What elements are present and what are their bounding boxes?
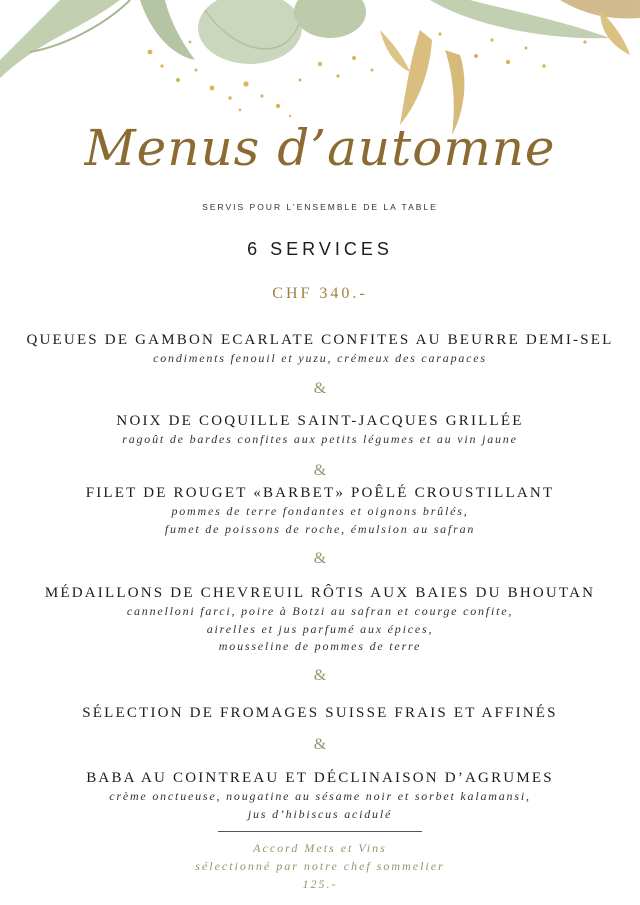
course-separator: & [313,550,327,567]
wine-pairing-title: Accord Mets et Vins [253,841,387,855]
course-description: ragoût de bardes confites aux petits légumes et au vin jaune [122,432,518,446]
wine-pairing-price: 125.- [302,877,338,891]
course-description: cannelloni farci, poire à Botzi au safran et courge confite, [126,604,514,618]
course-description: mousseline de pommes de terre [218,639,422,653]
course-description: pommes de terre fondantes et oignons brûlés, [171,504,469,518]
course-separator: & [313,736,327,753]
course-item [0,768,640,823]
course-item [0,411,640,449]
course-item [0,330,640,368]
course-item [0,703,640,723]
course-separator: & [313,462,327,479]
course-title: BABA AU COINTREAU ET DÉCLINAISON D’AGRUMES [86,770,554,786]
course-description: condiments fenouil et yuzu, crémeux des carapaces [153,351,487,365]
services-count: 6 SERVICES [247,239,393,259]
menu-subtitle: SERVIS POUR L’ENSEMBLE DE LA TABLE [202,202,438,212]
course-title: NOIX DE COQUILLE SAINT-JACQUES GRILLÉE [116,413,524,429]
menu-title: Menus d’automne [84,119,556,177]
course-title: SÉLECTION DE FROMAGES SUISSE FRAIS ET AFFINÉS [82,705,558,721]
menu-price: CHF 340.- [272,285,368,302]
course-description: fumet de poissons de roche, émulsion au safran [164,521,476,536]
course-separator: & [313,380,327,397]
course-description: crème onctueuse, nougatine au sésame noir et sorbet kalamansi, [109,789,531,803]
course-item [0,483,640,538]
course-description: jus d’hibiscus acidulé [247,806,393,821]
divider [218,831,422,832]
course-item [0,583,640,656]
course-title: MÉDAILLONS DE CHEVREUIL RÔTIS AUX BAIES DU BHOUTAN [44,585,596,601]
course-separator: & [313,667,327,684]
course-description: airelles et jus parfumé aux épices, [206,621,434,636]
course-title: QUEUES DE GAMBON ECARLATE CONFITES AU BEURRE DEMI-SEL [26,332,614,348]
wine-pairing-subtitle: sélectionné par notre chef sommelier [195,859,445,873]
course-title: FILET DE ROUGET «BARBET» POÊLÉ CROUSTILLANT [85,485,555,501]
